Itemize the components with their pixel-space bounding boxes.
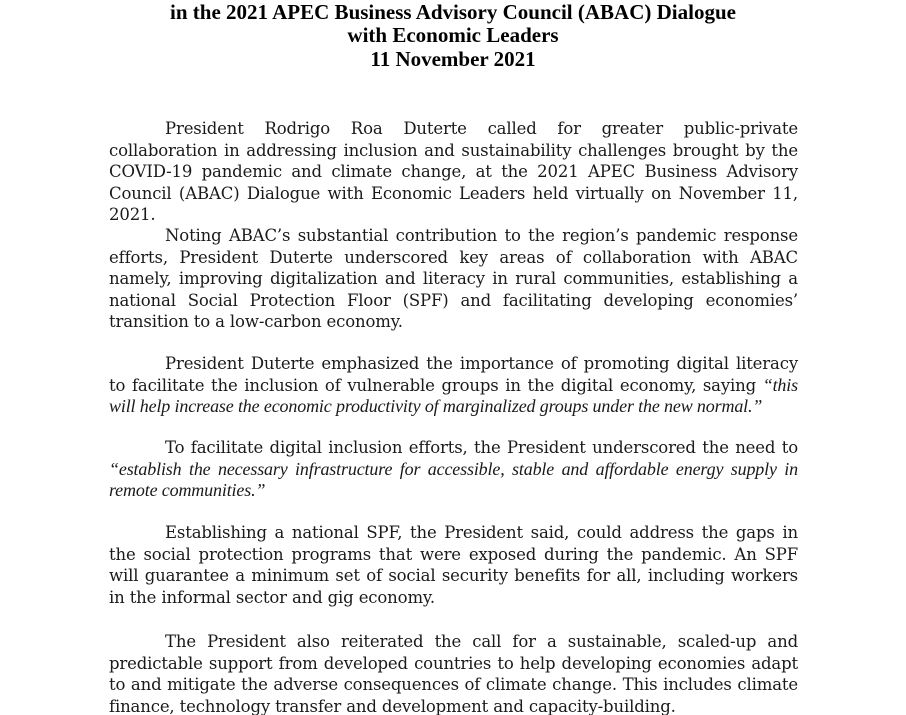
paragraph-4-text xyxy=(109,437,798,502)
document-heading xyxy=(0,0,906,71)
paragraph-5-text: Establishing a national SPF, the President said, could address the gaps in the social protection programs that were exposed during the pandemic. An SPF will guarantee a minimum set of social security benefits for all, including workers in the informal sector and gig economy. xyxy=(109,523,798,607)
paragraph-4-quote: “establish the necessary infrastructure for accessible, stable and affordable energy supply in remote communities.” xyxy=(109,458,798,500)
paragraph-4 xyxy=(109,437,798,502)
paragraph-2-text: Noting ABAC’s substantial contribution to the region’s pandemic response efforts, President Duterte underscored key areas of collaboration with ABAC namely, improving digitalization and literacy in rural communities, establishing a national Social Protection Floor (SPF) and facilitating developing economies’ transition to a low-carbon economy. xyxy=(109,226,798,331)
paragraph-3-text xyxy=(109,353,798,418)
paragraph-1-text: President Rodrigo Roa Duterte called for greater public-private collaboration in addressing inclusion and sustainability challenges brought by the COVID-19 pandemic and climate change, at the 2021 APEC Business Advisory Council (ABAC) Dialogue with Economic Leaders held virtually on November 11, 2021. xyxy=(109,119,798,224)
paragraph-3-quote: “this will help increase the economic productivity of marginalized groups under the new normal.” xyxy=(109,374,798,416)
paragraph-3-lead: President Duterte emphasized the importance of promoting digital literacy to facilitate the inclusion of vulnerable groups in the digital economy, saying xyxy=(109,354,798,395)
paragraph-4-lead: To facilitate digital inclusion efforts, the President underscored the need to xyxy=(165,438,798,457)
paragraph-6 xyxy=(109,631,798,715)
heading-date: 11 November 2021 xyxy=(370,46,536,71)
heading-event-continued: with Economic Leaders xyxy=(347,23,559,47)
paragraph-2 xyxy=(109,225,798,333)
paragraph-1 xyxy=(109,118,798,226)
paragraph-6-text: The President also reiterated the call for a sustainable, scaled-up and predictable support from developed countries to help developing economies adapt to and mitigate the adverse consequences of climate change. This includes climate finance, technology transfer and development and capacity-building. xyxy=(109,632,798,715)
paragraph-5 xyxy=(109,522,798,608)
heading-event: in the 2021 APEC Business Advisory Council (ABAC) Dialogue xyxy=(170,0,736,24)
paragraph-3 xyxy=(109,353,798,418)
